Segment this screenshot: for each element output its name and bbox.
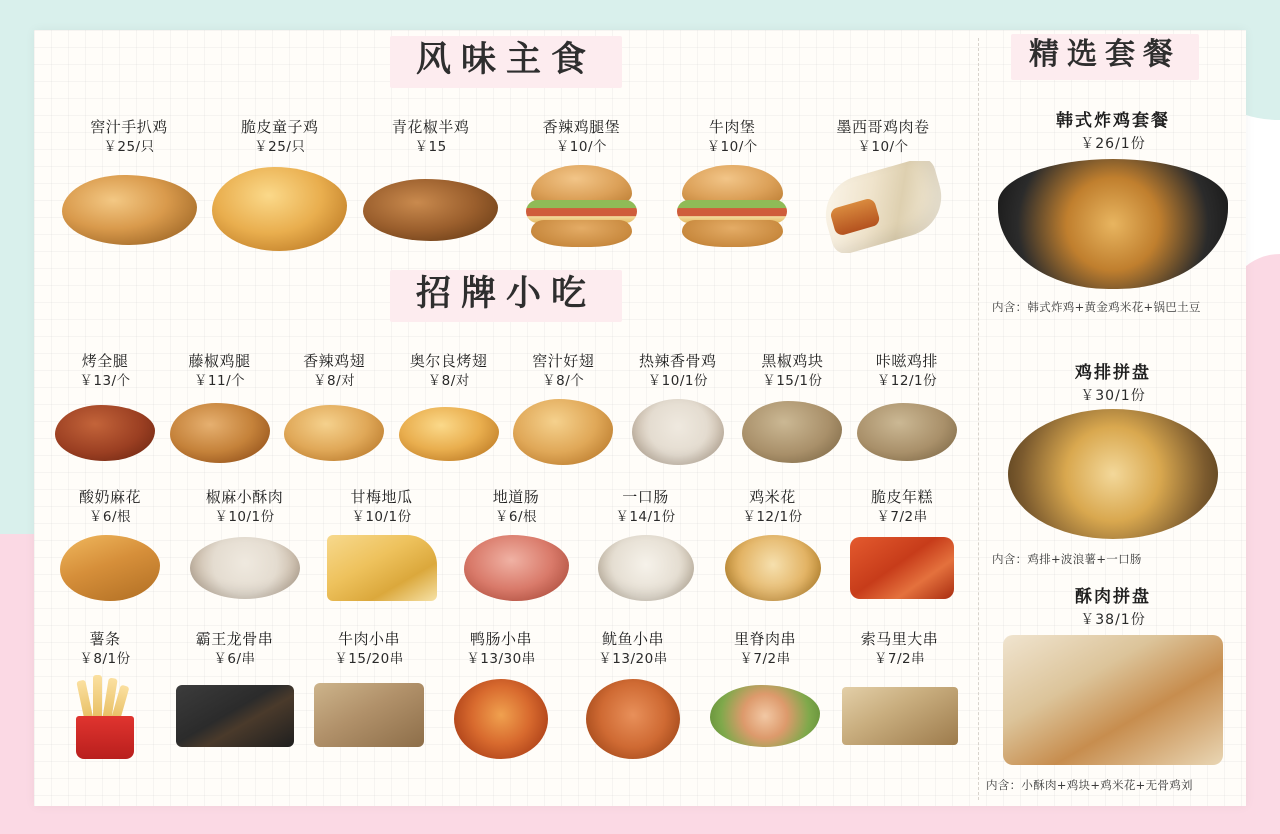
- item-price: ￥15/1份: [762, 372, 823, 389]
- decor-pink-bottom: [0, 804, 1280, 834]
- popcorn-chicken-photo: [725, 531, 821, 603]
- item-name: 藤椒鸡腿: [188, 352, 251, 370]
- menu-item[interactable]: [506, 118, 656, 251]
- item-name: 热辣香骨鸡: [639, 352, 717, 370]
- item-name: 索马里大串: [860, 630, 939, 648]
- combo-name: 鸡排拼盘: [1075, 363, 1151, 383]
- item-price: ￥25/只: [254, 138, 306, 155]
- combo-price: ￥30/1份: [1080, 388, 1146, 404]
- item-price: ￥8/个: [542, 372, 585, 389]
- combo-price: ￥26/1份: [1080, 136, 1146, 152]
- item-name: 甘梅地瓜: [350, 488, 413, 506]
- item-price: ￥10/个: [857, 138, 909, 155]
- hot-bone-chicken-photo: [632, 395, 724, 465]
- squid-skewer-photo: [586, 673, 680, 759]
- plum-sweet-potato-fries-photo: [327, 531, 437, 603]
- combo-price: ￥38/1份: [1080, 612, 1146, 628]
- combo-name: 酥肉拼盘: [1075, 587, 1151, 607]
- item-price: ￥8/1份: [79, 650, 131, 667]
- menu-item[interactable]: [50, 630, 160, 759]
- item-price: ￥10/个: [555, 138, 607, 155]
- item-price: ￥10/个: [706, 138, 758, 155]
- item-price: ￥25/只: [103, 138, 155, 155]
- crispy-rice-cake-photo: [850, 531, 954, 603]
- item-name: 奥尔良烤翅: [409, 352, 488, 370]
- menu-item[interactable]: [737, 352, 847, 465]
- menu-item[interactable]: [165, 352, 275, 465]
- tenderloin-skewer-photo: [710, 673, 820, 759]
- right-column: [980, 30, 1246, 806]
- item-name: 青花椒半鸡: [391, 118, 470, 136]
- item-name: 墨西哥鸡肉卷: [836, 118, 930, 136]
- chicken-steak-platter-photo: [1008, 409, 1218, 539]
- item-price: ￥6/根: [494, 508, 538, 525]
- combo-item[interactable]: [980, 358, 1246, 567]
- section-combos-header: [972, 34, 1238, 80]
- rex-bone-skewer-photo: [176, 673, 294, 759]
- column-divider: [978, 38, 979, 800]
- combo-note: 内含：韩式炸鸡+黄金鸡米花+锅巴土豆: [992, 300, 1201, 314]
- menu-item[interactable]: [705, 630, 825, 759]
- duck-intestine-skewer-photo: [454, 673, 548, 759]
- item-name: 烤全腿: [81, 352, 129, 370]
- item-price: ￥10/1份: [214, 508, 275, 525]
- crispy-chicken-steak-photo: [857, 395, 957, 465]
- peppery-crispy-pork-photo: [190, 531, 300, 603]
- roast-drumstick-photo: [55, 395, 155, 465]
- item-name: 一口肠: [622, 488, 669, 506]
- menu-item[interactable]: [394, 352, 504, 465]
- somali-big-skewer-photo: [842, 673, 958, 759]
- menu-item[interactable]: [319, 488, 444, 603]
- item-name: 牛肉小串: [337, 630, 400, 648]
- sausage-photo: [464, 531, 569, 603]
- item-price: ￥10/1份: [647, 372, 708, 389]
- yogurt-twist-photo: [60, 531, 160, 603]
- section-staples-header: [34, 36, 978, 88]
- menu-item[interactable]: [508, 352, 618, 465]
- combo-note: 内含：小酥肉+鸡块+鸡米花+无骨鸡刘: [986, 778, 1193, 792]
- spicy-chicken-burger-photo: [521, 159, 641, 251]
- item-price: ￥13/个: [79, 372, 131, 389]
- beef-mini-skewer-photo: [314, 673, 424, 759]
- chicken-wrap-photo: [815, 161, 950, 253]
- item-name: 霸王龙骨串: [195, 630, 274, 648]
- orleans-wings-photo: [399, 395, 499, 465]
- item-name: 香辣鸡腿堡: [542, 118, 621, 136]
- combo-item[interactable]: [980, 582, 1246, 793]
- menu-sheet: [34, 30, 1246, 806]
- snacks-row-1: [50, 352, 962, 465]
- item-price: ￥14/1份: [615, 508, 676, 525]
- menu-item[interactable]: [837, 630, 962, 759]
- item-price: ￥7/2串: [739, 650, 791, 667]
- item-name: 地道肠: [492, 488, 540, 506]
- section-snacks-header: [34, 270, 978, 322]
- menu-item[interactable]: [54, 118, 204, 253]
- combo-item[interactable]: [980, 106, 1246, 315]
- item-name: 酸奶麻花: [78, 488, 141, 506]
- menu-item[interactable]: [205, 118, 355, 253]
- section-combos-title: 精选套餐: [1029, 37, 1181, 72]
- item-price: ￥7/2串: [873, 650, 926, 667]
- black-pepper-chicken-photo: [742, 395, 842, 465]
- menu-item[interactable]: [50, 488, 170, 603]
- item-price: ￥12/1份: [876, 372, 938, 389]
- item-price: ￥8/对: [427, 372, 470, 389]
- item-price: ￥8/对: [313, 372, 356, 389]
- item-name: 咔嗞鸡排: [875, 352, 938, 370]
- decor-mint-left: [0, 0, 34, 560]
- korean-fried-chicken-photo: [998, 159, 1228, 289]
- snacks-row-2: [50, 488, 962, 603]
- menu-item[interactable]: [309, 630, 429, 759]
- item-price: ￥13/30串: [466, 650, 536, 667]
- item-price: ￥10/1份: [351, 508, 412, 525]
- menu-item[interactable]: [715, 488, 830, 603]
- snacks-row-3: [50, 630, 962, 759]
- item-price: ￥11/个: [193, 372, 246, 389]
- item-price: ￥7/2串: [876, 508, 928, 525]
- combo-note: 内含：鸡排+波浪薯+一口肠: [992, 552, 1142, 566]
- item-name: 鱿鱼小串: [601, 630, 664, 648]
- item-name: 里脊肉串: [733, 630, 796, 648]
- item-price: ￥6/串: [213, 650, 256, 667]
- menu-item[interactable]: [852, 352, 962, 465]
- menu-item[interactable]: [456, 488, 576, 603]
- item-price: ￥15/20串: [334, 650, 404, 667]
- sauce-wings-photo: [513, 395, 613, 465]
- fried-chicken-photo: [212, 161, 347, 253]
- item-name: 鸭肠小串: [469, 630, 532, 648]
- item-price: ￥12/1份: [742, 508, 803, 525]
- menu-item[interactable]: [808, 118, 958, 253]
- item-price: ￥6/根: [88, 508, 132, 525]
- item-name: 香辣鸡翅: [303, 352, 366, 370]
- item-name: 脆皮童子鸡: [241, 118, 319, 136]
- menu-item[interactable]: [172, 630, 297, 759]
- menu-item[interactable]: [842, 488, 962, 603]
- menu-item[interactable]: [182, 488, 307, 603]
- section-snacks-title: 招牌小吃: [415, 274, 596, 314]
- item-price: ￥15: [414, 138, 447, 155]
- combo-name: 韩式炸鸡套餐: [1056, 111, 1170, 131]
- section-staples-title: 风味主食: [415, 40, 596, 80]
- menu-item[interactable]: [623, 352, 733, 465]
- spicy-wings-photo: [284, 395, 384, 465]
- bite-sausage-photo: [598, 531, 694, 603]
- item-name: 窖汁好翅: [532, 352, 595, 370]
- item-name: 窖汁手扒鸡: [90, 118, 168, 136]
- roast-chicken-photo: [62, 161, 197, 253]
- item-price: ￥13/20串: [598, 650, 668, 667]
- item-name: 薯条: [89, 630, 121, 648]
- menu-item[interactable]: [657, 118, 807, 251]
- beef-burger-photo: [672, 159, 792, 251]
- grilled-half-chicken-photo: [363, 161, 498, 253]
- french-fries-photo: [62, 673, 148, 759]
- left-column: [34, 30, 978, 806]
- crispy-pork-platter-photo: [1003, 635, 1223, 765]
- item-name: 鸡米花: [749, 488, 796, 506]
- item-name: 牛肉堡: [708, 118, 756, 136]
- item-name: 椒麻小酥肉: [205, 488, 284, 506]
- menu-item[interactable]: [588, 488, 703, 603]
- menu-item[interactable]: [50, 352, 160, 465]
- menu-item[interactable]: [279, 352, 389, 465]
- menu-item[interactable]: [441, 630, 561, 759]
- menu-item[interactable]: [356, 118, 506, 253]
- item-name: 黑椒鸡块: [761, 352, 824, 370]
- staples-row: [54, 118, 958, 253]
- pepper-drumstick-photo: [170, 395, 270, 465]
- item-name: 脆皮年糕: [870, 488, 933, 506]
- menu-item[interactable]: [573, 630, 693, 759]
